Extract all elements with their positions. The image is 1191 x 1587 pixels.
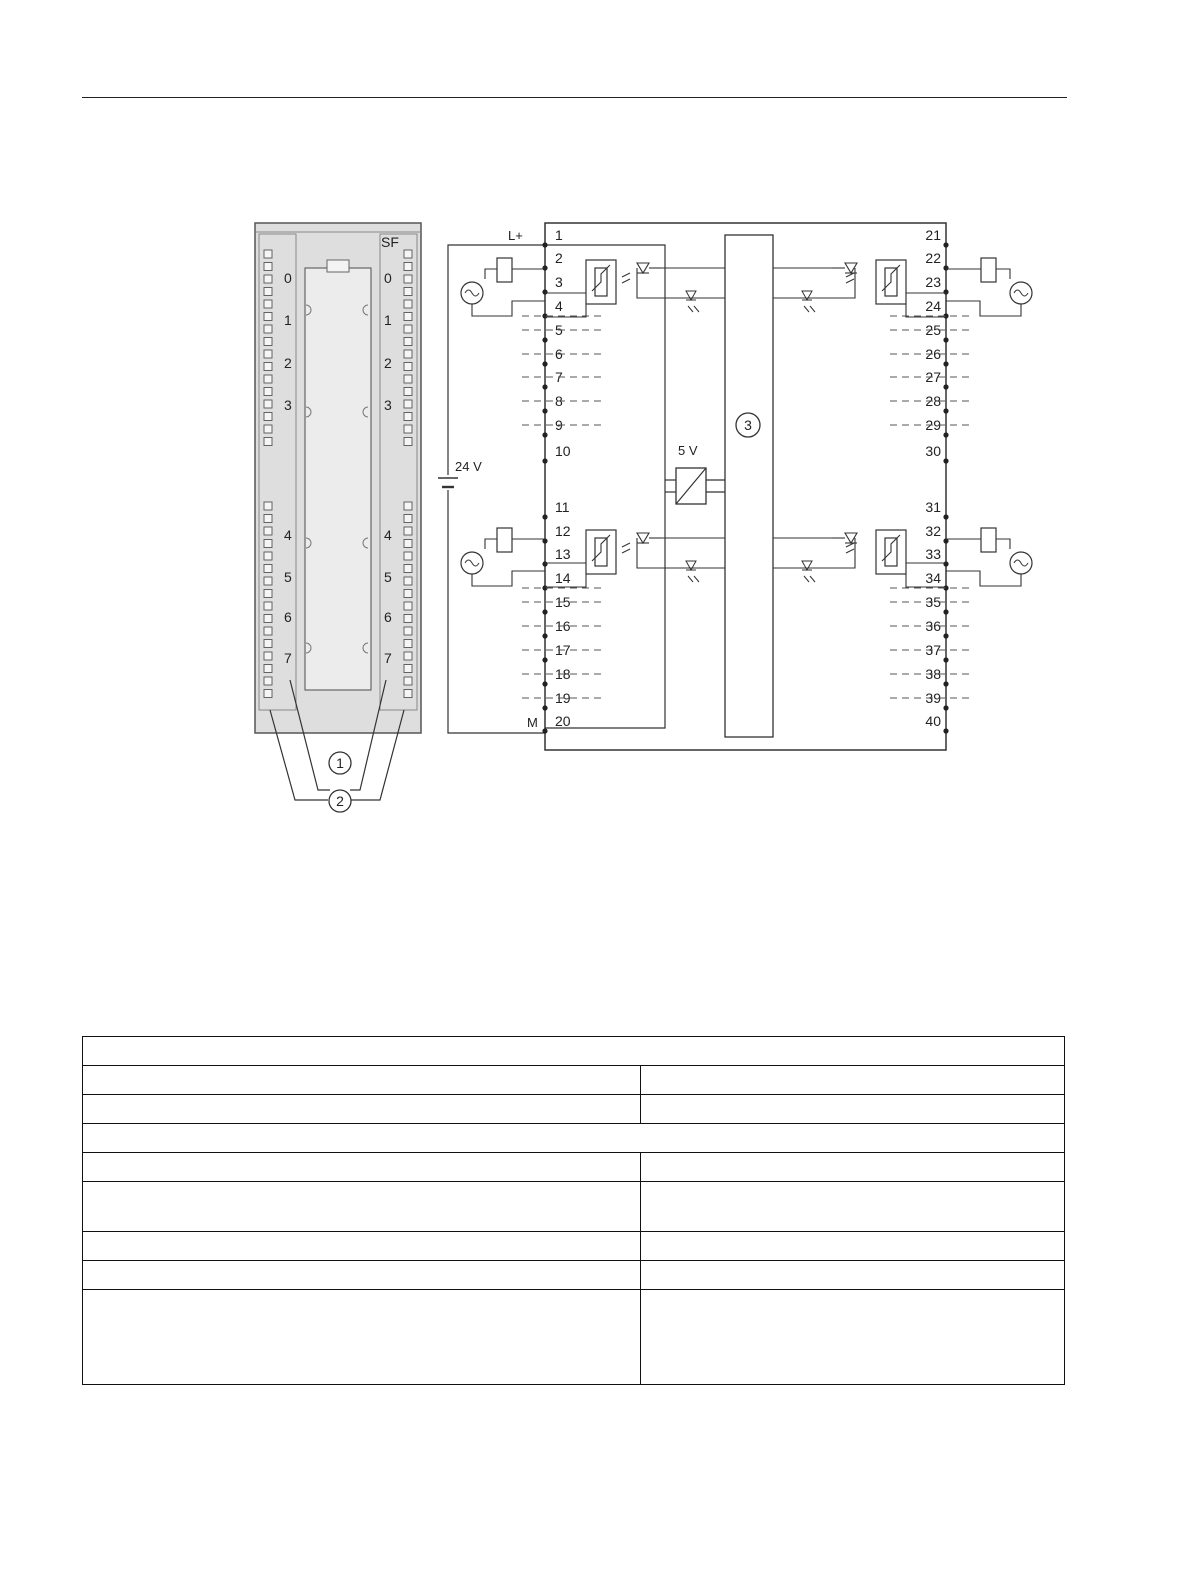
terminal-number-right: 38 bbox=[925, 666, 941, 682]
svg-text:3: 3 bbox=[744, 417, 752, 433]
channel-number-right: 0 bbox=[384, 270, 392, 286]
status-led-right bbox=[404, 313, 412, 321]
terminal-number-right: 36 bbox=[925, 618, 941, 634]
spec-row bbox=[83, 1066, 1065, 1095]
output-channel-8-circuit bbox=[773, 258, 1032, 317]
terminal-number-right: 30 bbox=[925, 443, 941, 459]
terminal-number-right: 23 bbox=[925, 274, 941, 290]
status-led-left bbox=[264, 515, 272, 523]
status-led-left bbox=[264, 640, 272, 648]
internal-5v-label: 5 V bbox=[678, 443, 698, 458]
spec-value-cell bbox=[641, 1182, 1065, 1232]
spec-table bbox=[82, 1036, 1065, 1385]
terminal-dot-left bbox=[542, 681, 547, 686]
terminal-dot-right bbox=[943, 337, 948, 342]
terminal-number-right: 26 bbox=[925, 346, 941, 362]
callout-2 bbox=[329, 790, 351, 812]
spec-label-cell bbox=[83, 1232, 641, 1261]
terminal-number-left: 11 bbox=[555, 499, 570, 515]
status-led-left bbox=[264, 388, 272, 396]
terminal-number-right: 34 bbox=[925, 570, 941, 586]
status-led-right bbox=[404, 413, 412, 421]
status-led-right bbox=[404, 288, 412, 296]
terminal-dot-left bbox=[542, 657, 547, 662]
status-led-right bbox=[404, 540, 412, 548]
spec-row bbox=[83, 1232, 1065, 1261]
terminal-dot-right bbox=[943, 408, 948, 413]
status-led-right bbox=[404, 375, 412, 383]
spec-row bbox=[83, 1182, 1065, 1232]
spec-value-cell bbox=[641, 1153, 1065, 1182]
status-led-left bbox=[264, 438, 272, 446]
terminal-number-left: 20 bbox=[555, 713, 571, 729]
terminal-dot-right bbox=[943, 514, 948, 519]
terminal-number-left: 6 bbox=[555, 346, 563, 362]
status-led-left bbox=[264, 627, 272, 635]
status-led-left bbox=[264, 275, 272, 283]
status-led-right bbox=[404, 363, 412, 371]
callout-1 bbox=[329, 752, 351, 774]
terminal-number-right: 31 bbox=[925, 499, 941, 515]
terminal-dot-left bbox=[542, 408, 547, 413]
spec-value-cell bbox=[641, 1066, 1065, 1095]
terminal-number-left: 4 bbox=[555, 298, 563, 314]
terminal-number-right: 40 bbox=[925, 713, 941, 729]
terminal-dot-left bbox=[542, 633, 547, 638]
terminal-number-left: 5 bbox=[555, 322, 563, 338]
status-led-right bbox=[404, 263, 412, 271]
supply-24v-label: 24 V bbox=[455, 459, 482, 474]
status-led-left bbox=[264, 300, 272, 308]
sf-label: SF bbox=[381, 234, 399, 250]
spec-row bbox=[83, 1261, 1065, 1290]
status-led-left bbox=[264, 602, 272, 610]
status-led-left bbox=[264, 540, 272, 548]
terminal-number-right: 35 bbox=[925, 594, 941, 610]
status-led-left bbox=[264, 552, 272, 560]
terminal-dot-left bbox=[542, 242, 547, 247]
status-led-left bbox=[264, 350, 272, 358]
status-led-right bbox=[404, 652, 412, 660]
status-led-left bbox=[264, 502, 272, 510]
status-led-left bbox=[264, 425, 272, 433]
status-led-left bbox=[264, 590, 272, 598]
terminal-dot-right bbox=[943, 609, 948, 614]
channel-number-right: 1 bbox=[384, 312, 392, 328]
terminal-dot-left bbox=[542, 265, 547, 270]
spec-value-cell bbox=[641, 1095, 1065, 1124]
terminal-dot-right bbox=[943, 265, 948, 270]
terminal-number-right: 22 bbox=[925, 250, 941, 266]
terminal-number-left: 10 bbox=[555, 443, 571, 459]
terminal-number-right: 24 bbox=[925, 298, 941, 314]
terminal-number-right: 27 bbox=[925, 369, 941, 385]
status-led-right bbox=[404, 602, 412, 610]
status-led-left bbox=[264, 338, 272, 346]
terminal-number-right: 39 bbox=[925, 690, 941, 706]
status-led-left bbox=[264, 565, 272, 573]
backplane-callout bbox=[736, 413, 760, 437]
terminal-number-right: 32 bbox=[925, 523, 941, 539]
status-led-left bbox=[264, 263, 272, 271]
svg-text:1: 1 bbox=[336, 755, 344, 771]
channel-number-left: 5 bbox=[284, 569, 292, 585]
terminal-dot-left bbox=[542, 514, 547, 519]
terminal-number-right: 29 bbox=[925, 417, 941, 433]
terminal-dot-right bbox=[943, 633, 948, 638]
channel-number-right: 5 bbox=[384, 569, 392, 585]
status-led-left bbox=[264, 313, 272, 321]
status-led-right bbox=[404, 300, 412, 308]
channel-number-left: 0 bbox=[284, 270, 292, 286]
terminal-dot-left bbox=[542, 561, 547, 566]
channel-number-left: 7 bbox=[284, 650, 292, 666]
status-led-right bbox=[404, 527, 412, 535]
status-led-left bbox=[264, 375, 272, 383]
spec-value-cell bbox=[641, 1232, 1065, 1261]
terminal-dot-right bbox=[943, 432, 948, 437]
spec-row bbox=[83, 1037, 1065, 1066]
terminal-dot-right bbox=[943, 289, 948, 294]
spec-section-header bbox=[83, 1124, 1065, 1153]
channel-number-right: 3 bbox=[384, 397, 392, 413]
spec-label-cell bbox=[83, 1261, 641, 1290]
module-front-view bbox=[255, 223, 421, 812]
terminal-number-left: 15 bbox=[555, 594, 571, 610]
spec-value-cell bbox=[641, 1290, 1065, 1385]
status-led-right bbox=[404, 515, 412, 523]
m-label: M bbox=[527, 715, 538, 730]
terminal-dot-left bbox=[542, 384, 547, 389]
channel-number-left: 4 bbox=[284, 527, 292, 543]
terminal-number-left: 8 bbox=[555, 393, 563, 409]
terminal-dot-right bbox=[943, 728, 948, 733]
terminal-number-left: 16 bbox=[555, 618, 571, 634]
terminal-dot-left bbox=[542, 361, 547, 366]
status-led-right bbox=[404, 677, 412, 685]
status-led-right bbox=[404, 577, 412, 585]
terminal-dot-left bbox=[542, 609, 547, 614]
terminal-number-left: 9 bbox=[555, 417, 563, 433]
status-led-right bbox=[404, 590, 412, 598]
terminal-dot-right bbox=[943, 242, 948, 247]
spec-label-cell bbox=[83, 1153, 641, 1182]
status-led-left bbox=[264, 652, 272, 660]
spec-value-cell bbox=[641, 1261, 1065, 1290]
channel-number-left: 2 bbox=[284, 355, 292, 371]
status-led-left bbox=[264, 577, 272, 585]
status-led-right bbox=[404, 615, 412, 623]
status-led-right bbox=[404, 325, 412, 333]
spec-row bbox=[83, 1124, 1065, 1153]
status-led-right bbox=[404, 250, 412, 258]
terminal-dot-left bbox=[542, 432, 547, 437]
terminal-dot-left bbox=[542, 337, 547, 342]
status-led-right bbox=[404, 275, 412, 283]
terminal-dot-left bbox=[542, 728, 547, 733]
status-led-right bbox=[404, 388, 412, 396]
status-led-left bbox=[264, 325, 272, 333]
channel-number-right: 6 bbox=[384, 609, 392, 625]
spec-label-cell bbox=[83, 1095, 641, 1124]
terminal-number-left: 7 bbox=[555, 369, 563, 385]
status-led-right bbox=[404, 338, 412, 346]
channel-number-left: 1 bbox=[284, 312, 292, 328]
terminal-number-right: 33 bbox=[925, 546, 941, 562]
output-channel-12-circuit bbox=[773, 528, 1032, 587]
status-led-right bbox=[404, 552, 412, 560]
status-led-right bbox=[404, 438, 412, 446]
terminal-number-left: 3 bbox=[555, 274, 563, 290]
spec-section-header bbox=[83, 1037, 1065, 1066]
channel-number-left: 3 bbox=[284, 397, 292, 413]
terminal-dot-left bbox=[542, 289, 547, 294]
terminal-number-left: 1 bbox=[555, 227, 563, 243]
channel-number-right: 2 bbox=[384, 355, 392, 371]
terminal-number-left: 12 bbox=[555, 523, 571, 539]
status-led-left bbox=[264, 363, 272, 371]
status-led-right bbox=[404, 665, 412, 673]
channel-number-right: 7 bbox=[384, 650, 392, 666]
status-led-right bbox=[404, 400, 412, 408]
status-led-left bbox=[264, 250, 272, 258]
terminal-dot-right bbox=[943, 657, 948, 662]
terminal-number-left: 19 bbox=[555, 690, 571, 706]
status-led-left bbox=[264, 413, 272, 421]
output-channel-4-circuit bbox=[461, 528, 725, 587]
terminal-number-left: 2 bbox=[555, 250, 563, 266]
status-led-left bbox=[264, 527, 272, 535]
output-channel-0-circuit bbox=[461, 258, 725, 317]
spec-label-cell bbox=[83, 1066, 641, 1095]
status-led-left bbox=[264, 690, 272, 698]
spec-label-cell bbox=[83, 1290, 641, 1385]
status-led-left bbox=[264, 288, 272, 296]
status-led-right bbox=[404, 565, 412, 573]
status-led-right bbox=[404, 350, 412, 358]
terminal-number-right: 25 bbox=[925, 322, 941, 338]
wiring-schematic bbox=[438, 223, 1032, 750]
terminal-dot-left bbox=[542, 458, 547, 463]
terminal-dot-left bbox=[542, 705, 547, 710]
terminal-dot-right bbox=[943, 361, 948, 366]
terminal-dot-right bbox=[943, 705, 948, 710]
status-led-right bbox=[404, 627, 412, 635]
l-plus-label: L+ bbox=[508, 228, 523, 243]
status-led-right bbox=[404, 425, 412, 433]
terminal-number-left: 13 bbox=[555, 546, 571, 562]
terminal-dot-right bbox=[943, 561, 948, 566]
channel-number-right: 4 bbox=[384, 527, 392, 543]
status-led-left bbox=[264, 677, 272, 685]
status-led-right bbox=[404, 690, 412, 698]
terminal-dot-right bbox=[943, 681, 948, 686]
channel-number-left: 6 bbox=[284, 609, 292, 625]
spec-row bbox=[83, 1095, 1065, 1124]
terminal-dot-right bbox=[943, 458, 948, 463]
status-led-left bbox=[264, 400, 272, 408]
terminal-number-left: 14 bbox=[555, 570, 571, 586]
status-led-right bbox=[404, 502, 412, 510]
status-led-right bbox=[404, 640, 412, 648]
spec-label-cell bbox=[83, 1182, 641, 1232]
status-led-left bbox=[264, 665, 272, 673]
status-led-left bbox=[264, 615, 272, 623]
terminal-number-right: 37 bbox=[925, 642, 941, 658]
spec-row bbox=[83, 1290, 1065, 1385]
terminal-number-right: 21 bbox=[925, 227, 941, 243]
spec-row bbox=[83, 1153, 1065, 1182]
svg-text:2: 2 bbox=[336, 793, 344, 809]
terminal-number-left: 17 bbox=[555, 642, 571, 658]
terminal-dot-right bbox=[943, 384, 948, 389]
terminal-number-right: 28 bbox=[925, 393, 941, 409]
terminal-number-left: 18 bbox=[555, 666, 571, 682]
